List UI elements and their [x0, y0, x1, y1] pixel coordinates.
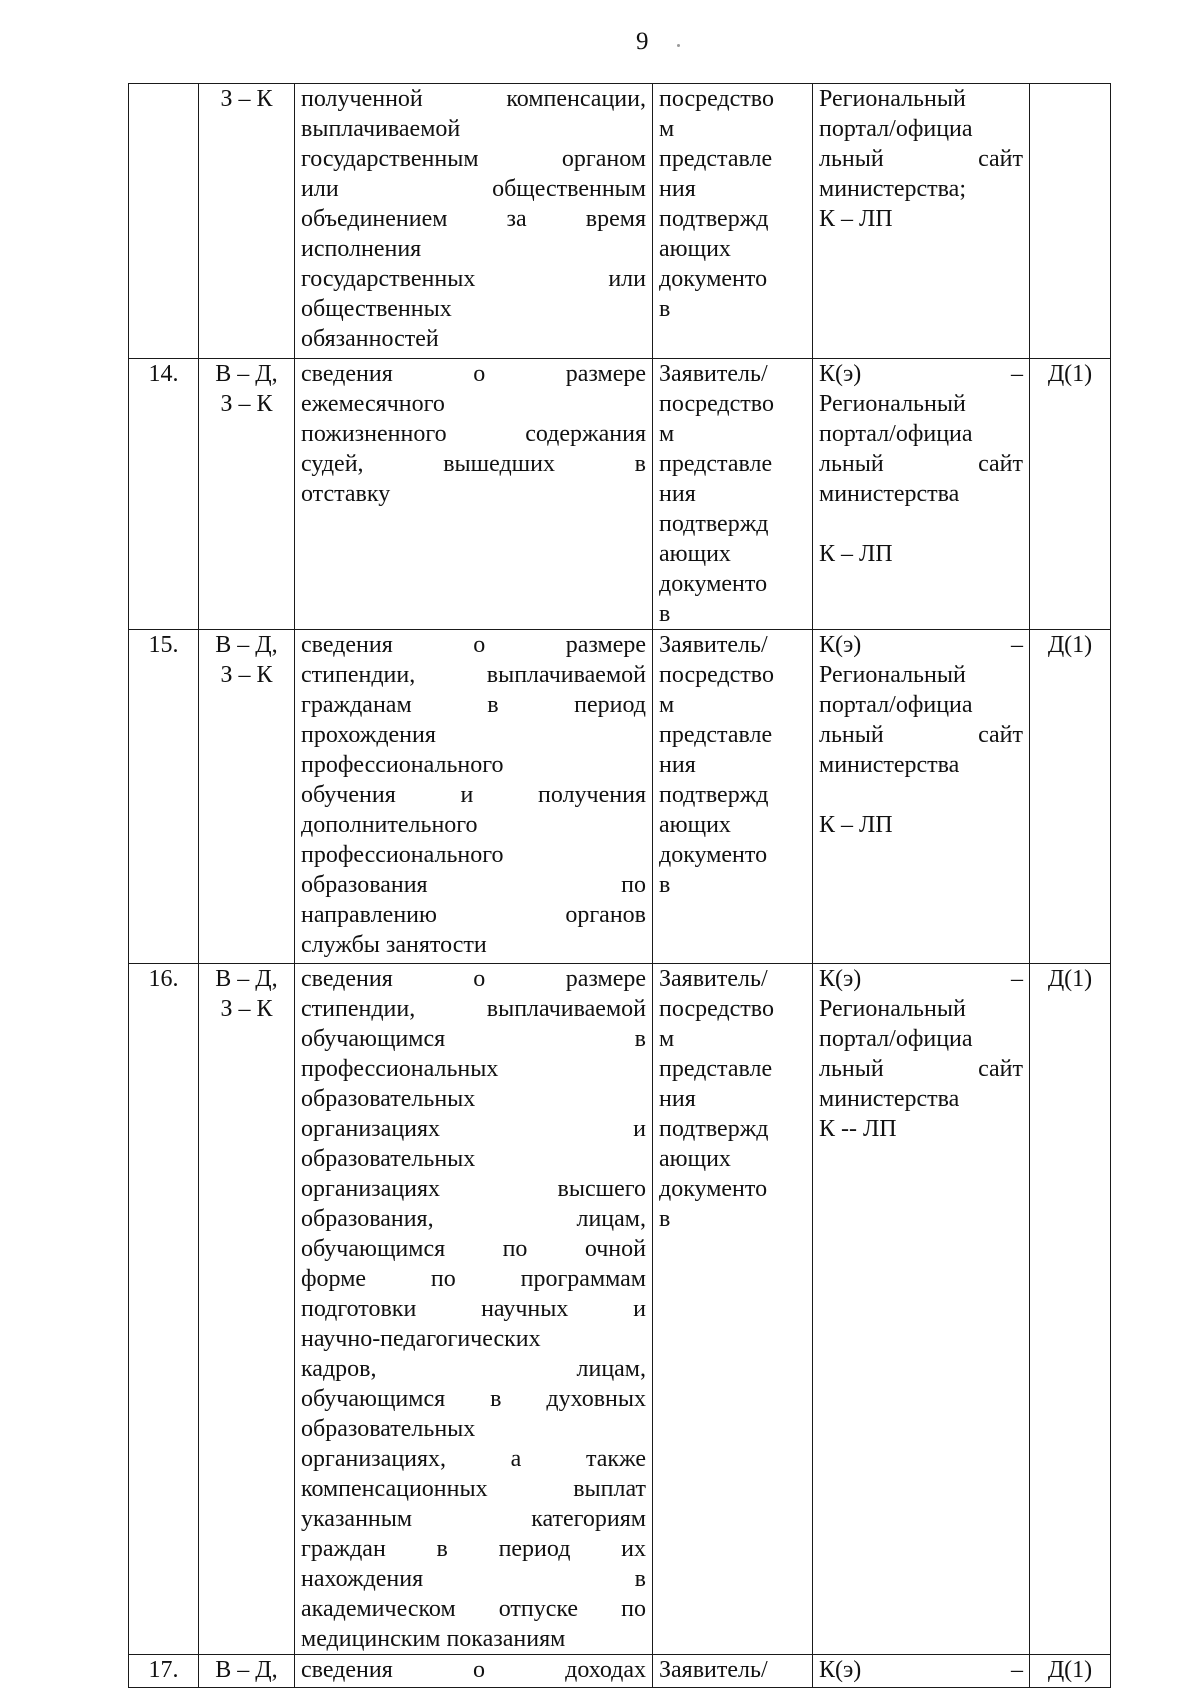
channel-line: льный сайт — [819, 146, 1023, 172]
line-gap — [819, 780, 1023, 810]
source-line: ающих — [659, 236, 731, 262]
source-line: документо — [659, 1176, 768, 1202]
info-line: обучающимся по очной — [301, 1236, 646, 1262]
info-line: прохождения — [301, 722, 436, 748]
info-line: стипендии, выплачиваемой — [301, 662, 646, 688]
source-line: в — [659, 1206, 671, 1232]
info-line: образования, лицам, — [301, 1206, 646, 1232]
channel-line: министерства — [819, 752, 960, 778]
info-line: образовательных — [301, 1146, 476, 1172]
info-line: профессиональных — [301, 1056, 499, 1082]
info-line: подготовки научных и — [301, 1296, 646, 1322]
channel-line: портал/официа — [819, 1026, 973, 1052]
channel-cell — [813, 84, 1030, 359]
row-number-cell — [129, 84, 199, 359]
source-line: Заявитель/ — [659, 632, 768, 658]
source-line: в — [659, 872, 671, 898]
source-line: посредство — [659, 86, 774, 112]
info-cell — [295, 84, 653, 359]
row-number-cell — [129, 964, 199, 1655]
info-line: или общественным — [301, 176, 646, 202]
info-line: дополнительного — [301, 812, 478, 838]
channel-cell — [813, 359, 1030, 630]
source-line: Заявитель/ — [659, 966, 768, 992]
info-line: отставку — [301, 481, 391, 507]
info-line: образовательных — [301, 1416, 476, 1442]
channel-cell — [813, 630, 1030, 964]
info-line: медицинским показаниям — [301, 1626, 566, 1652]
source-line: м — [659, 421, 675, 447]
code-line: З – К — [220, 662, 273, 688]
info-line: академическом отпуске по — [301, 1596, 646, 1622]
info-line: компенсационных выплат — [301, 1476, 646, 1502]
source-line: документо — [659, 266, 768, 292]
info-line: обучающимся в духовных — [301, 1386, 646, 1412]
row-number-cell — [129, 630, 199, 964]
row-number-cell — [129, 359, 199, 630]
info-line: профессионального — [301, 752, 504, 778]
source-cell — [653, 84, 813, 359]
channel-line: К -- ЛП — [819, 1116, 897, 1142]
row-number-cell — [129, 1655, 199, 1688]
info-line: обучающимся в — [301, 1026, 646, 1052]
channel-cell — [813, 964, 1030, 1655]
source-line: представле — [659, 146, 773, 172]
source-line: Заявитель/ — [659, 361, 768, 387]
source-line: м — [659, 116, 675, 142]
info-line: форме по программам — [301, 1266, 646, 1292]
channel-cell — [813, 1655, 1030, 1688]
frequency-value: Д(1) — [1047, 966, 1093, 992]
info-line: полученной компенсации, — [301, 86, 646, 112]
source-line: ающих — [659, 1146, 731, 1172]
info-line: научно-педагогических — [301, 1326, 541, 1352]
info-line: объединением за время — [301, 206, 646, 232]
row-number: 15. — [148, 632, 179, 658]
source-line: документо — [659, 571, 768, 597]
code-cell — [199, 630, 295, 964]
channel-line: К – ЛП — [819, 541, 893, 567]
frequency-cell — [1030, 84, 1111, 359]
code-line: В – Д, — [215, 632, 278, 658]
info-line: сведения о размере — [301, 632, 646, 658]
info-line: сведения о доходах — [301, 1657, 646, 1683]
code-cell — [199, 964, 295, 1655]
info-line: службы занятости — [301, 932, 487, 958]
info-cell — [295, 1655, 653, 1688]
info-cell — [295, 359, 653, 630]
source-line: м — [659, 692, 675, 718]
info-line: нахождения в — [301, 1566, 646, 1592]
info-line: обязанностей — [301, 326, 439, 352]
info-line: выплачиваемой — [301, 116, 461, 142]
channel-line: Региональный — [819, 86, 966, 112]
source-line: ающих — [659, 812, 731, 838]
channel-line: К(э) – — [819, 1657, 1023, 1683]
document-table — [128, 83, 1111, 1688]
row-number: 17. — [148, 1657, 179, 1683]
source-line: посредство — [659, 662, 774, 688]
info-line: общественных — [301, 296, 452, 322]
info-line: ежемесячного — [301, 391, 445, 417]
channel-line: льный сайт — [819, 722, 1023, 748]
info-line: организациях, а также — [301, 1446, 646, 1472]
code-line: З – К — [220, 391, 273, 417]
table-body — [129, 84, 1111, 1688]
source-line: подтвержд — [659, 511, 769, 537]
code-line: З – К — [220, 996, 273, 1022]
source-line: Заявитель/ — [659, 1657, 768, 1683]
info-line: судей, вышедших в — [301, 451, 646, 477]
info-line: обучения и получения — [301, 782, 646, 808]
source-cell — [653, 1655, 813, 1688]
info-line: образования по — [301, 872, 646, 898]
source-line: посредство — [659, 996, 774, 1022]
source-line: представле — [659, 451, 773, 477]
channel-line: министерства — [819, 1086, 960, 1112]
table-row — [129, 1655, 1111, 1688]
source-line: в — [659, 296, 671, 322]
code-line: В – Д, — [215, 1657, 278, 1683]
channel-line: К(э) – — [819, 361, 1023, 387]
info-cell — [295, 630, 653, 964]
frequency-cell — [1030, 1655, 1111, 1688]
channel-line: К – ЛП — [819, 812, 893, 838]
table-row — [129, 964, 1111, 1655]
info-line: пожизненного содержания — [301, 421, 646, 447]
source-line: ния — [659, 752, 696, 778]
info-line: организациях высшего — [301, 1176, 646, 1202]
table-row — [129, 84, 1111, 359]
channel-line: льный сайт — [819, 1056, 1023, 1082]
info-line: сведения о размере — [301, 966, 646, 992]
info-line: образовательных — [301, 1086, 476, 1112]
page-number: 9 — [636, 28, 649, 55]
row-number: 14. — [148, 361, 179, 387]
frequency-value: Д(1) — [1047, 632, 1093, 658]
frequency-value: Д(1) — [1047, 1657, 1093, 1683]
frequency-cell — [1030, 630, 1111, 964]
channel-line: министерства — [819, 481, 960, 507]
source-line: ния — [659, 176, 696, 202]
source-line: представле — [659, 1056, 773, 1082]
line-gap — [819, 509, 1023, 539]
source-cell — [653, 359, 813, 630]
source-cell — [653, 630, 813, 964]
source-line: подтвержд — [659, 782, 769, 808]
table-row — [129, 630, 1111, 964]
info-line: указанным категориям — [301, 1506, 646, 1532]
code-line: В – Д, — [215, 361, 278, 387]
channel-line: К(э) – — [819, 966, 1023, 992]
channel-line: К(э) – — [819, 632, 1023, 658]
frequency-cell — [1030, 359, 1111, 630]
scan-speck — [677, 44, 680, 47]
channel-line: К – ЛП — [819, 206, 893, 232]
frequency-value: Д(1) — [1047, 361, 1093, 387]
source-line: документо — [659, 842, 768, 868]
info-line: гражданам в период — [301, 692, 646, 718]
code-cell — [199, 1655, 295, 1688]
channel-line: портал/официа — [819, 421, 973, 447]
info-line: граждан в период их — [301, 1536, 646, 1562]
code-cell — [199, 359, 295, 630]
info-line: профессионального — [301, 842, 504, 868]
info-line: исполнения — [301, 236, 422, 262]
channel-line: Региональный — [819, 662, 966, 688]
source-line: посредство — [659, 391, 774, 417]
info-line: организациях и — [301, 1116, 646, 1142]
source-line: ния — [659, 481, 696, 507]
channel-line: Региональный — [819, 391, 966, 417]
channel-line: министерства; — [819, 176, 966, 202]
source-cell — [653, 964, 813, 1655]
source-line: в — [659, 601, 671, 627]
channel-line: льный сайт — [819, 451, 1023, 477]
source-line: подтвержд — [659, 206, 769, 232]
channel-line: портал/официа — [819, 692, 973, 718]
channel-line: Региональный — [819, 996, 966, 1022]
info-line: направлению органов — [301, 902, 646, 928]
info-line: стипендии, выплачиваемой — [301, 996, 646, 1022]
code-cell — [199, 84, 295, 359]
source-line: представле — [659, 722, 773, 748]
source-line: ающих — [659, 541, 731, 567]
source-line: подтвержд — [659, 1116, 769, 1142]
source-line: ния — [659, 1086, 696, 1112]
info-line: государственных или — [301, 266, 646, 292]
info-line: сведения о размере — [301, 361, 646, 387]
code-line: В – Д, — [215, 966, 278, 992]
info-cell — [295, 964, 653, 1655]
info-line: государственным органом — [301, 146, 646, 172]
table-row — [129, 359, 1111, 630]
row-number: 16. — [148, 966, 179, 992]
source-line: м — [659, 1026, 675, 1052]
frequency-cell — [1030, 964, 1111, 1655]
code-line: З – К — [220, 86, 273, 112]
channel-line: портал/официа — [819, 116, 973, 142]
info-line: кадров, лицам, — [301, 1356, 646, 1382]
